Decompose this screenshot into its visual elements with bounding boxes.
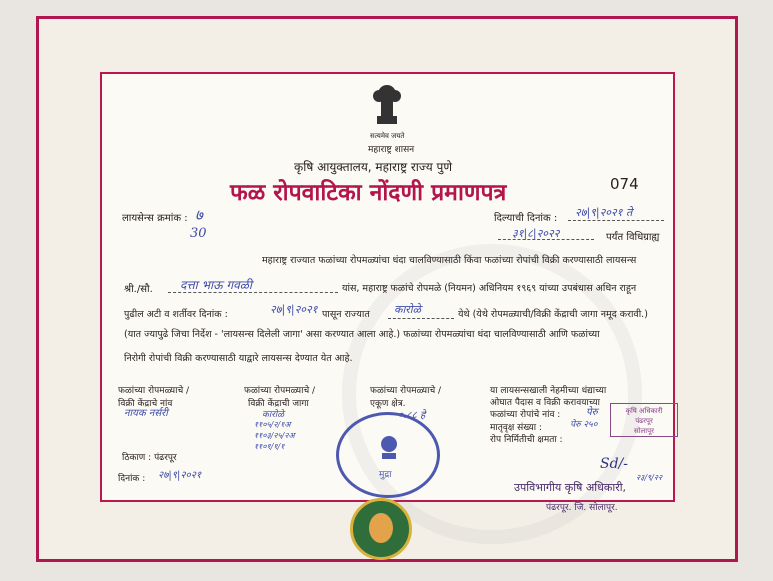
valid-until-label: पर्यंत विधिग्राह्य <box>606 232 660 243</box>
state-emblem <box>369 80 405 130</box>
officer-signature: Sd/- <box>600 456 628 472</box>
business-note-1: या लायसन्सखाली नेहमीच्या धंद्याच्या <box>490 386 607 396</box>
nursery-name-value: नायक नर्सरी <box>124 408 168 419</box>
business-note-2: ओघात पैदास व विक्री करावयाच्या <box>490 398 600 408</box>
emblem-org: महाराष्ट्र शासन <box>368 145 415 155</box>
body-line-3-a: पुढील अटी व शर्तीवर दिनांक : <box>124 309 228 320</box>
body-line-4: (यात ज्यापुढे जिचा निर्देश - 'लायसन्स दिलेली जागा' असा करण्यात आला आहे.) फळांच्या रोपमळ्यांचा धंदा चालविण्यासाठी आणि फळांच्या <box>124 329 600 340</box>
signature-date: २३/९/२२ <box>636 473 663 482</box>
emblem-icon <box>377 433 401 463</box>
certificate-title: फळ रोपवाटिका नोंदणी प्रमाणपत्र <box>230 180 507 206</box>
body-line-1: महाराष्ट्र राज्यात फळांच्या रोपमळ्यांचा धंदा चालविण्यासाठी किंवा फळांच्या रोपांची विक्री करण्यासाठी लायसन्स <box>262 255 637 266</box>
officer-stamp <box>610 403 678 437</box>
nursery-location-label-2: विक्री केंद्राची जागा <box>248 399 309 409</box>
license-number-label: लायसेन्स क्रमांक : <box>122 213 188 224</box>
total-area-label-1: फळांच्या रोपमळ्याचे / <box>370 386 442 396</box>
officer-place: पंढरपूर. जि. सोलापूर. <box>546 503 618 513</box>
place-label: ठिकाण : पंढरपूर <box>122 453 177 463</box>
nursery-name-label-2: विक्री केंद्राचे नांव <box>118 399 173 409</box>
nursery-location-value-2: ११०५/२/१अ <box>254 420 291 429</box>
body-line-3-c: येथे (येथे रोपमळ्याची/विक्री केंद्राची जागा नमूद करावी.) <box>458 309 648 320</box>
nursery-location-label-1: फळांच्या रोपमळ्याचे / <box>244 386 316 396</box>
seal-text: मुद्रा <box>379 470 392 480</box>
nursery-name-label-1: फळांच्या रोपमळ्याचे / <box>118 386 190 396</box>
agriculture-logo <box>350 498 412 560</box>
body-line-3-b: पासून राज्यात <box>322 309 370 320</box>
license-number-value: ७ <box>195 206 203 224</box>
issue-date-line <box>568 220 664 221</box>
holder-name-line <box>168 292 338 293</box>
body-line-2: यांस, महाराष्ट्र फळांचे रोपमळे (नियमन) अधिनियम १९६९ यांच्या उपबंधास अधिन राहून <box>342 283 637 294</box>
nursery-location-value-1: कारोळे <box>262 410 285 420</box>
total-area-value: ०.८८ हे <box>398 410 426 421</box>
serial-number: 074 <box>610 175 639 193</box>
office-name: कृषि आयुक्तालय, महाराष्ट्र राज्य पुणे <box>294 160 453 174</box>
holder-name: दत्ता भाऊ गवळी <box>180 278 253 292</box>
official-seal <box>336 412 440 498</box>
plant-name-value: पेरु <box>586 407 598 418</box>
total-area-label-2: एकूण क्षेत्र. <box>370 399 406 409</box>
issue-date-label: दिल्याची दिनांक : <box>494 213 558 224</box>
plant-name-label: फळांच्या रोपांचे नांव : <box>490 410 561 420</box>
holder-prefix: श्री./सौ. <box>124 284 153 295</box>
officer-title: उपविभागीय कृषि अधिकारी, <box>514 481 627 494</box>
nursery-place-line <box>388 318 454 319</box>
footer-date-value: २७|९|२०२१ <box>158 470 202 481</box>
issue-date-value: २७|९|२०२१ ते <box>575 206 633 219</box>
farmer-icon <box>369 513 393 543</box>
nursery-place-value: कारोळे <box>394 303 422 316</box>
start-date-value: २७|९|२०२१ <box>270 303 318 316</box>
footer-date-label: दिनांक : <box>118 474 146 484</box>
lion-capital-icon <box>369 80 405 130</box>
license-number-value-2: 30 <box>190 226 207 241</box>
officer-stamp-line-1: कृषि अधिकारी <box>625 407 663 415</box>
emblem-motto: सत्यमेव जयते <box>370 132 405 140</box>
mother-tree-count-label: मातृवृक्ष संख्या : <box>490 423 542 433</box>
valid-until-value: ३१|८|२०२२ <box>512 227 560 240</box>
mother-tree-count-value: पेरु २५० <box>570 420 598 430</box>
valid-until-line <box>498 239 594 240</box>
officer-stamp-line-2: पंढरपूर <box>635 417 653 425</box>
nursery-location-value-3: ११०३/२५/२अ <box>254 431 295 440</box>
nursery-location-value-4: ११०१/१/१ <box>254 442 285 451</box>
production-capacity-label: रोप निर्मितीची क्षमता : <box>490 435 563 445</box>
body-line-5: निरोगी रोपांची विक्री करण्यासाठी याद्वारे लायसन्स देण्यात येत आहे. <box>124 353 353 364</box>
officer-stamp-line-3: सोलापूर <box>634 427 654 435</box>
